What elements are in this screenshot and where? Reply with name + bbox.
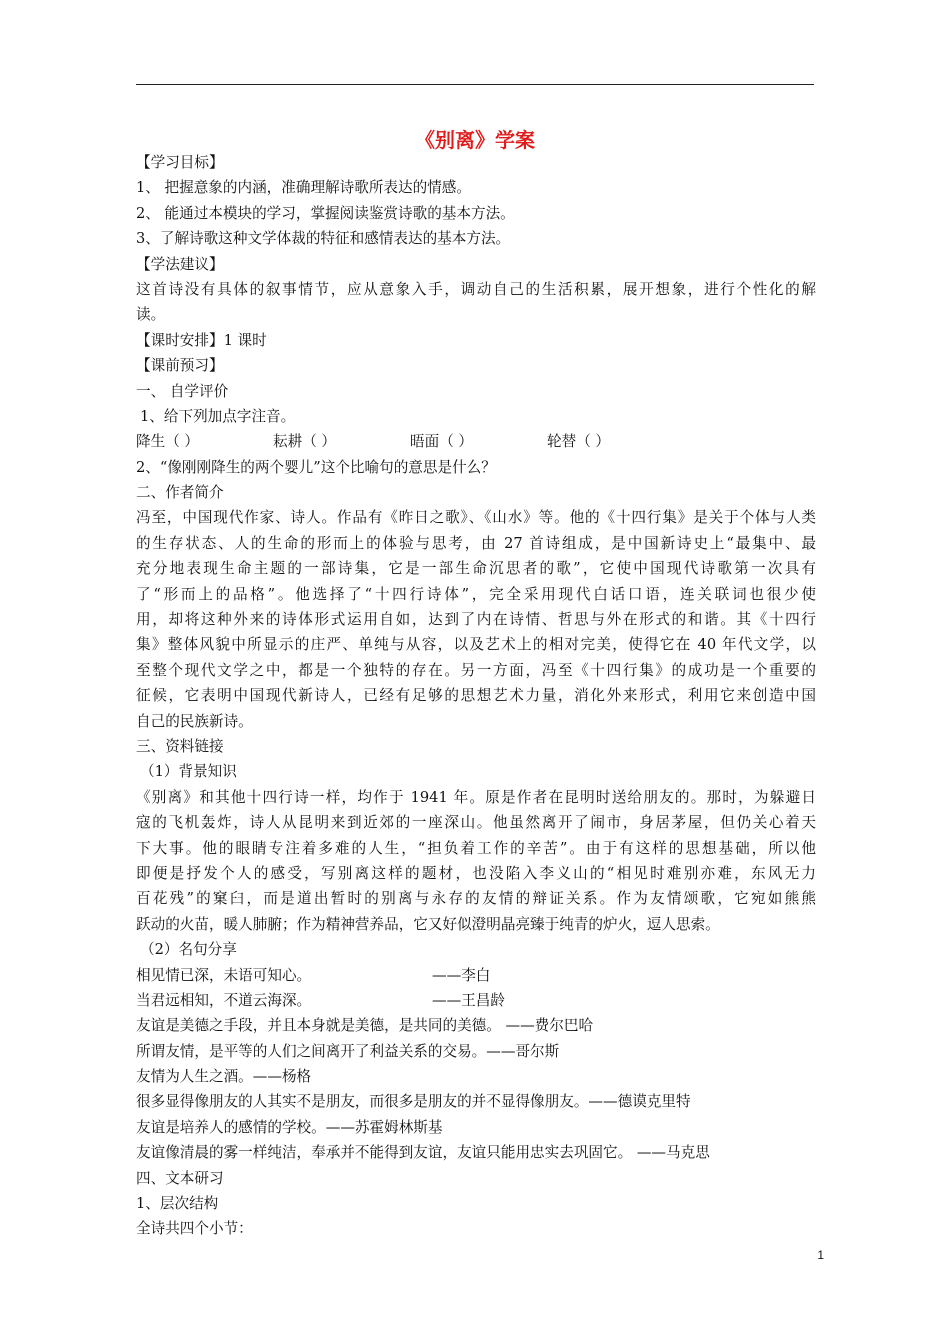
page-number: 1 [817,1248,824,1262]
objective-item: 1、 把握意象的内涵，准确理解诗歌所表达的情感。 [136,179,471,197]
quote-line: 友情为人生之酒。——杨格 [136,1068,312,1086]
quote-line: 很多显得像朋友的人其实不是朋友，而很多是朋友的并不显得像朋友。——德谟克里特 [136,1093,691,1111]
background-line: 百花残”的窠臼，而是道出暂时的别离与永存的友情的辩证关系。作为友情颂歌，它宛如熊熊 [136,890,816,908]
preview-heading: 【课前预习】 [136,357,224,375]
quote-line: 所谓友情，是平等的人们之间离开了利益关系的交易。——哥尔斯 [136,1042,560,1060]
quote-author: ——李白 [432,966,491,984]
background-line: 跃动的火苗，暖人肺腑；作为精神营养品，它又好似澄明晶亮臻于纯青的炉火，逗人思索。 [136,915,720,933]
background-line: 《别离》和其他十四行诗一样，均作于 1941 年。原是作者在昆明时送给朋友的。那时，为躲避日 [136,788,816,806]
background-line: 寇的飞机轰炸，诗人从昆明来到近郊的一座深山。他虽然离开了闹市，身居茅屋，但仍关心着天 [136,814,816,832]
method-line: 这首诗没有具体的叙事情节，应从意象入手，调动自己的生活积累，展开想象，进行个性化的解 [136,280,816,298]
section-self-evaluation: 一、 自学评价 [136,382,229,400]
structure-heading: 1、层次结构 [136,1195,219,1213]
pinyin-item: 晤面（ ） [410,433,474,451]
author-line: 集》整体风貌中所显示的庄严、单纯与从容，以及艺术上的相对完美，使得它在 40 年代文学，以 [136,636,816,654]
author-line: 冯至，中国现代作家、诗人。作品有《昨日之歌》、《山水》等。他的《十四行集》是关于个体与人类 [136,509,816,527]
background-line: 下大事。他的眼睛专注着多难的人生，“担负着工作的辛苦”。由于有这样的思想基础，所以他 [136,839,816,857]
objective-item: 2、 能通过本模块的学习，掌握阅读鉴赏诗歌的基本方法。 [136,204,515,222]
pinyin-item: 轮替（ ） [547,433,611,451]
section-author: 二、作者简介 [136,484,224,502]
author-line: 自己的民族新诗。 [136,712,253,730]
quotes-heading: （2）名句分享 [140,941,237,959]
question-1: 1、给下列加点字注音。 [140,407,296,425]
pinyin-item: 降生（ ） [136,433,200,451]
background-line: 即便是抒发个人的感受，写别离这样的题材，也没陷入李义山的“相见时难别亦难，东风无力 [136,864,816,882]
structure-text: 全诗共四个小节： [136,1220,253,1238]
objectives-heading: 【学习目标】 [136,154,224,171]
quote-line [136,963,816,988]
objective-item: 3、了解诗歌这种文学体裁的特征和感情表达的基本方法。 [136,230,511,248]
background-heading: （1）背景知识 [140,763,237,781]
author-line: 充分地表现生命主题的一部诗集，它是一部生命沉思者的歌”，它使中国现代诗歌第一次具有 [136,560,816,578]
quote-text: 当君远相知，不道云海深。 [136,991,312,1009]
author-line: 征候，它表明中国现代新诗人，已经有足够的思想艺术力量，消化外来形式，利用它来创造中国 [136,687,816,705]
quote-line: 友谊像清晨的雾一样纯洁，奉承并不能得到友谊，友谊只能用忠实去巩固它。 ——马克思 [136,1144,710,1162]
quote-line: 友谊是培养人的感情的学校。——苏霍姆林斯基 [136,1118,443,1136]
question-2: 2、“像刚刚降生的两个婴儿”这个比喻句的意思是什么？ [136,458,496,476]
author-line: 至整个现代文学之中，都是一个独特的存在。另一方面，冯至《十四行集》的成功是一个重要的 [136,661,816,679]
quote-text: 相见情已深，未语可知心。 [136,966,312,984]
method-heading: 【学法建议】 [136,255,224,273]
pinyin-item: 耘耕（ ） [273,433,337,451]
header-rule [136,84,814,85]
section-resources: 三、资料链接 [136,737,224,755]
schedule-line: 【课时安排】1 课时 [136,331,267,349]
author-line: 用，却将这种外来的诗体形式运用自如，达到了内在诗情、哲思与外在形式的和谐。其《十四行 [136,611,816,629]
author-line: 的生存状态、人的生命的形而上的体验与思考，由 27 首诗组成，是中国新诗史上“最集中、最 [136,534,816,552]
method-line: 读。 [136,306,166,324]
quote-line: 友谊是美德之手段，并且本身就是美德，是共同的美德。 ——费尔巴哈 [136,1017,594,1035]
document-body [136,150,816,1242]
author-line: 了“形而上的品格”。他选择了“十四行诗体”，完全采用现代白话口语，连关联词也很少使 [136,585,816,603]
section-text-study: 四、文本研习 [136,1169,224,1187]
page-title: 《别离》学案 [415,128,535,152]
quote-line [136,988,816,1013]
quote-author: ——王昌龄 [432,991,505,1009]
pinyin-row [136,429,816,454]
